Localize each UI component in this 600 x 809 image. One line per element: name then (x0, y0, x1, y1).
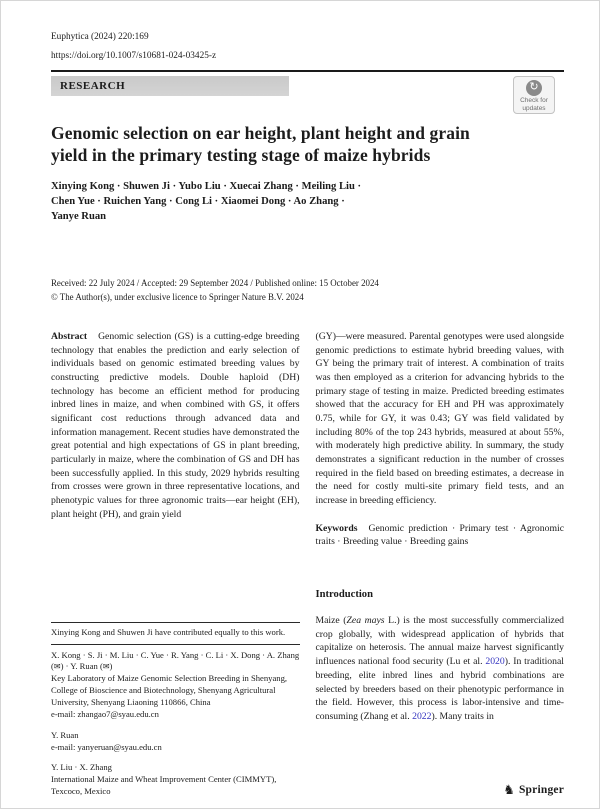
abstract-text-col1: Genomic selection (GS) is a cutting-edge breeding technology that enables the prediction and early selection of individuals based on genomic estimated breeding values by constructing predictive models. Double haploid (DH) technology has become an efficient method for producing inbred lines in maize, and when combined with GS, it offers significant cost reductions through advanced data and information management. Recent studies have demonstrated the great potential and high expectations of GS in plant breeding, particularly in maize, where the combination of GS and DH has been successfully applied. In this study, 2029 hybrids resulting from crosses were grown in three representative locations, and phenotypic values for three agronomic traits—ear height (EH), plant height (PH), and grain yield (51, 331, 300, 520)
intro-text: L.) is the most successfully commercialized crop globally, with widespread application of hybrids that capitalize on heterosis. The annual maize harvest significantly influences national food security (Lu et al. (315, 615, 564, 668)
keywords-text: Genomic prediction · Primary test · Agronomic traits · Breeding value · Breeding gains (315, 522, 564, 548)
affiliation2-authors: Y. Liu · X. Zhang (51, 762, 112, 773)
journal-citation: Euphytica (2024) 220:169 (51, 32, 149, 42)
publication-history: Received: 22 July 2024 / Accepted: 29 September 2024 / Published online: 15 October 2024 (51, 278, 379, 289)
right-column (316, 330, 565, 809)
publisher-name: Springer (518, 783, 564, 796)
author-line: Chen Yue · Ruichen Yang · Cong Li · Xiaomei Dong · Ao Zhang · (51, 196, 345, 208)
affiliation1-names-text: X. Kong · S. Ji · M. Liu · C. Yue · R. Yang · C. Li · X. Dong · A. Zhang ( (51, 649, 300, 672)
correspondence2-email: e-mail: yanyeruan@syau.edu.cn (51, 741, 162, 752)
envelope-icon: ✉ (102, 662, 110, 672)
keywords-line (316, 522, 565, 549)
correspondence2-name: Y. Ruan (51, 729, 79, 740)
keywords-label: Keywords (315, 522, 358, 534)
affiliation2-address: International Maize and Wheat Improvement Center (CIMMYT), Texcoco, Mexico (51, 774, 277, 797)
affiliation1-address: Key Laboratory of Maize Genomic Selection Breeding in Shenyang, College of Bioscience and Biotechnology, Shenyang Agricultural University, Shenyang Liaoning 110866, China (51, 673, 288, 708)
section-heading-introduction: Introduction (315, 589, 373, 601)
intro-text: ). In traditional breeding, elite inbred lines and hybrid combinations are selected by breeders based on their phenotypic performance in the field. However, this process is labor-intensive and time-consuming (Zhang et al. (315, 656, 564, 722)
envelope-icon: ✉ (53, 662, 61, 672)
two-column-body (51, 330, 564, 809)
abstract-paragraph (51, 330, 300, 521)
springer-horse-icon: ♞ (503, 782, 515, 798)
check-updates-icon: ↻ (526, 80, 542, 96)
doi-link[interactable]: https://doi.org/10.1007/s10681-024-03425-z (51, 50, 217, 61)
affiliation1-authors (51, 650, 300, 674)
footnote-divider (51, 644, 300, 645)
copyright-notice: © The Author(s), under exclusive licence to Springer Nature B.V. 2024 (51, 291, 304, 302)
intro-text: ). Many traits in (431, 710, 494, 722)
check-updates-label-line2: updates (522, 105, 546, 113)
citation-link-zhang-2022[interactable]: 2022 (412, 710, 432, 722)
check-updates-label-line1: Check for (520, 97, 548, 104)
header-divider (51, 70, 564, 72)
affiliation1-names-text: ) (109, 661, 113, 672)
intro-text: Maize ( (315, 615, 347, 627)
equal-contribution-note: Xinying Kong and Shuwen Ji have contributed equally to this work. (51, 626, 286, 637)
author-line: Xinying Kong · Shuwen Ji · Yubo Liu · Xuecai Zhang · Meiling Liu · (51, 181, 362, 193)
abstract-label: Abstract (51, 331, 88, 343)
affiliation1-email: e-mail: zhangao7@syau.edu.cn (51, 708, 159, 719)
footnote-block (51, 622, 300, 809)
title-line: yield in the primary testing stage of maize hybrids (51, 144, 431, 165)
publisher-logo (503, 783, 564, 809)
abstract-paragraph-continued: (GY)—were measured. Parental genotypes were used alongside genomic predictions to estimate hybrid breeding values, with GY being the primary trait of interest. A combination of traits was then employed as a criterion for advancing hybrids to the primary stage of testing in maize. Predicted breeding estimates showed that the accuracy for EH and PH was approximately 0.75, while for GY, it was 0.43; GY was field validated by including 80% of the top 243 hybrids, measured at about 55%, with moderately high predictive ability. In summary, the study demonstrates a significant reduction in the number of crosses required in the field based on breeding estimates, a decrease in the need for costly multi-site primary field tests, and an increase in breeding efficiency. (315, 331, 564, 507)
article-type-label: RESEARCH (51, 76, 289, 96)
author-list (51, 179, 564, 224)
citation-link-lu-2020[interactable]: 2020 (485, 656, 505, 668)
check-for-updates-badge[interactable] (513, 76, 555, 114)
affiliation1-names-text: ) · Y. Ruan ( (60, 661, 103, 672)
footnote-divider (51, 622, 300, 623)
species-name: Zea mays (346, 615, 385, 627)
left-column (51, 330, 300, 809)
author-line: Yanye Ruan (51, 211, 107, 223)
title-line: Genomic selection on ear height, plant height and grain (51, 122, 470, 143)
article-title (51, 123, 564, 166)
introduction-paragraph (316, 614, 565, 723)
